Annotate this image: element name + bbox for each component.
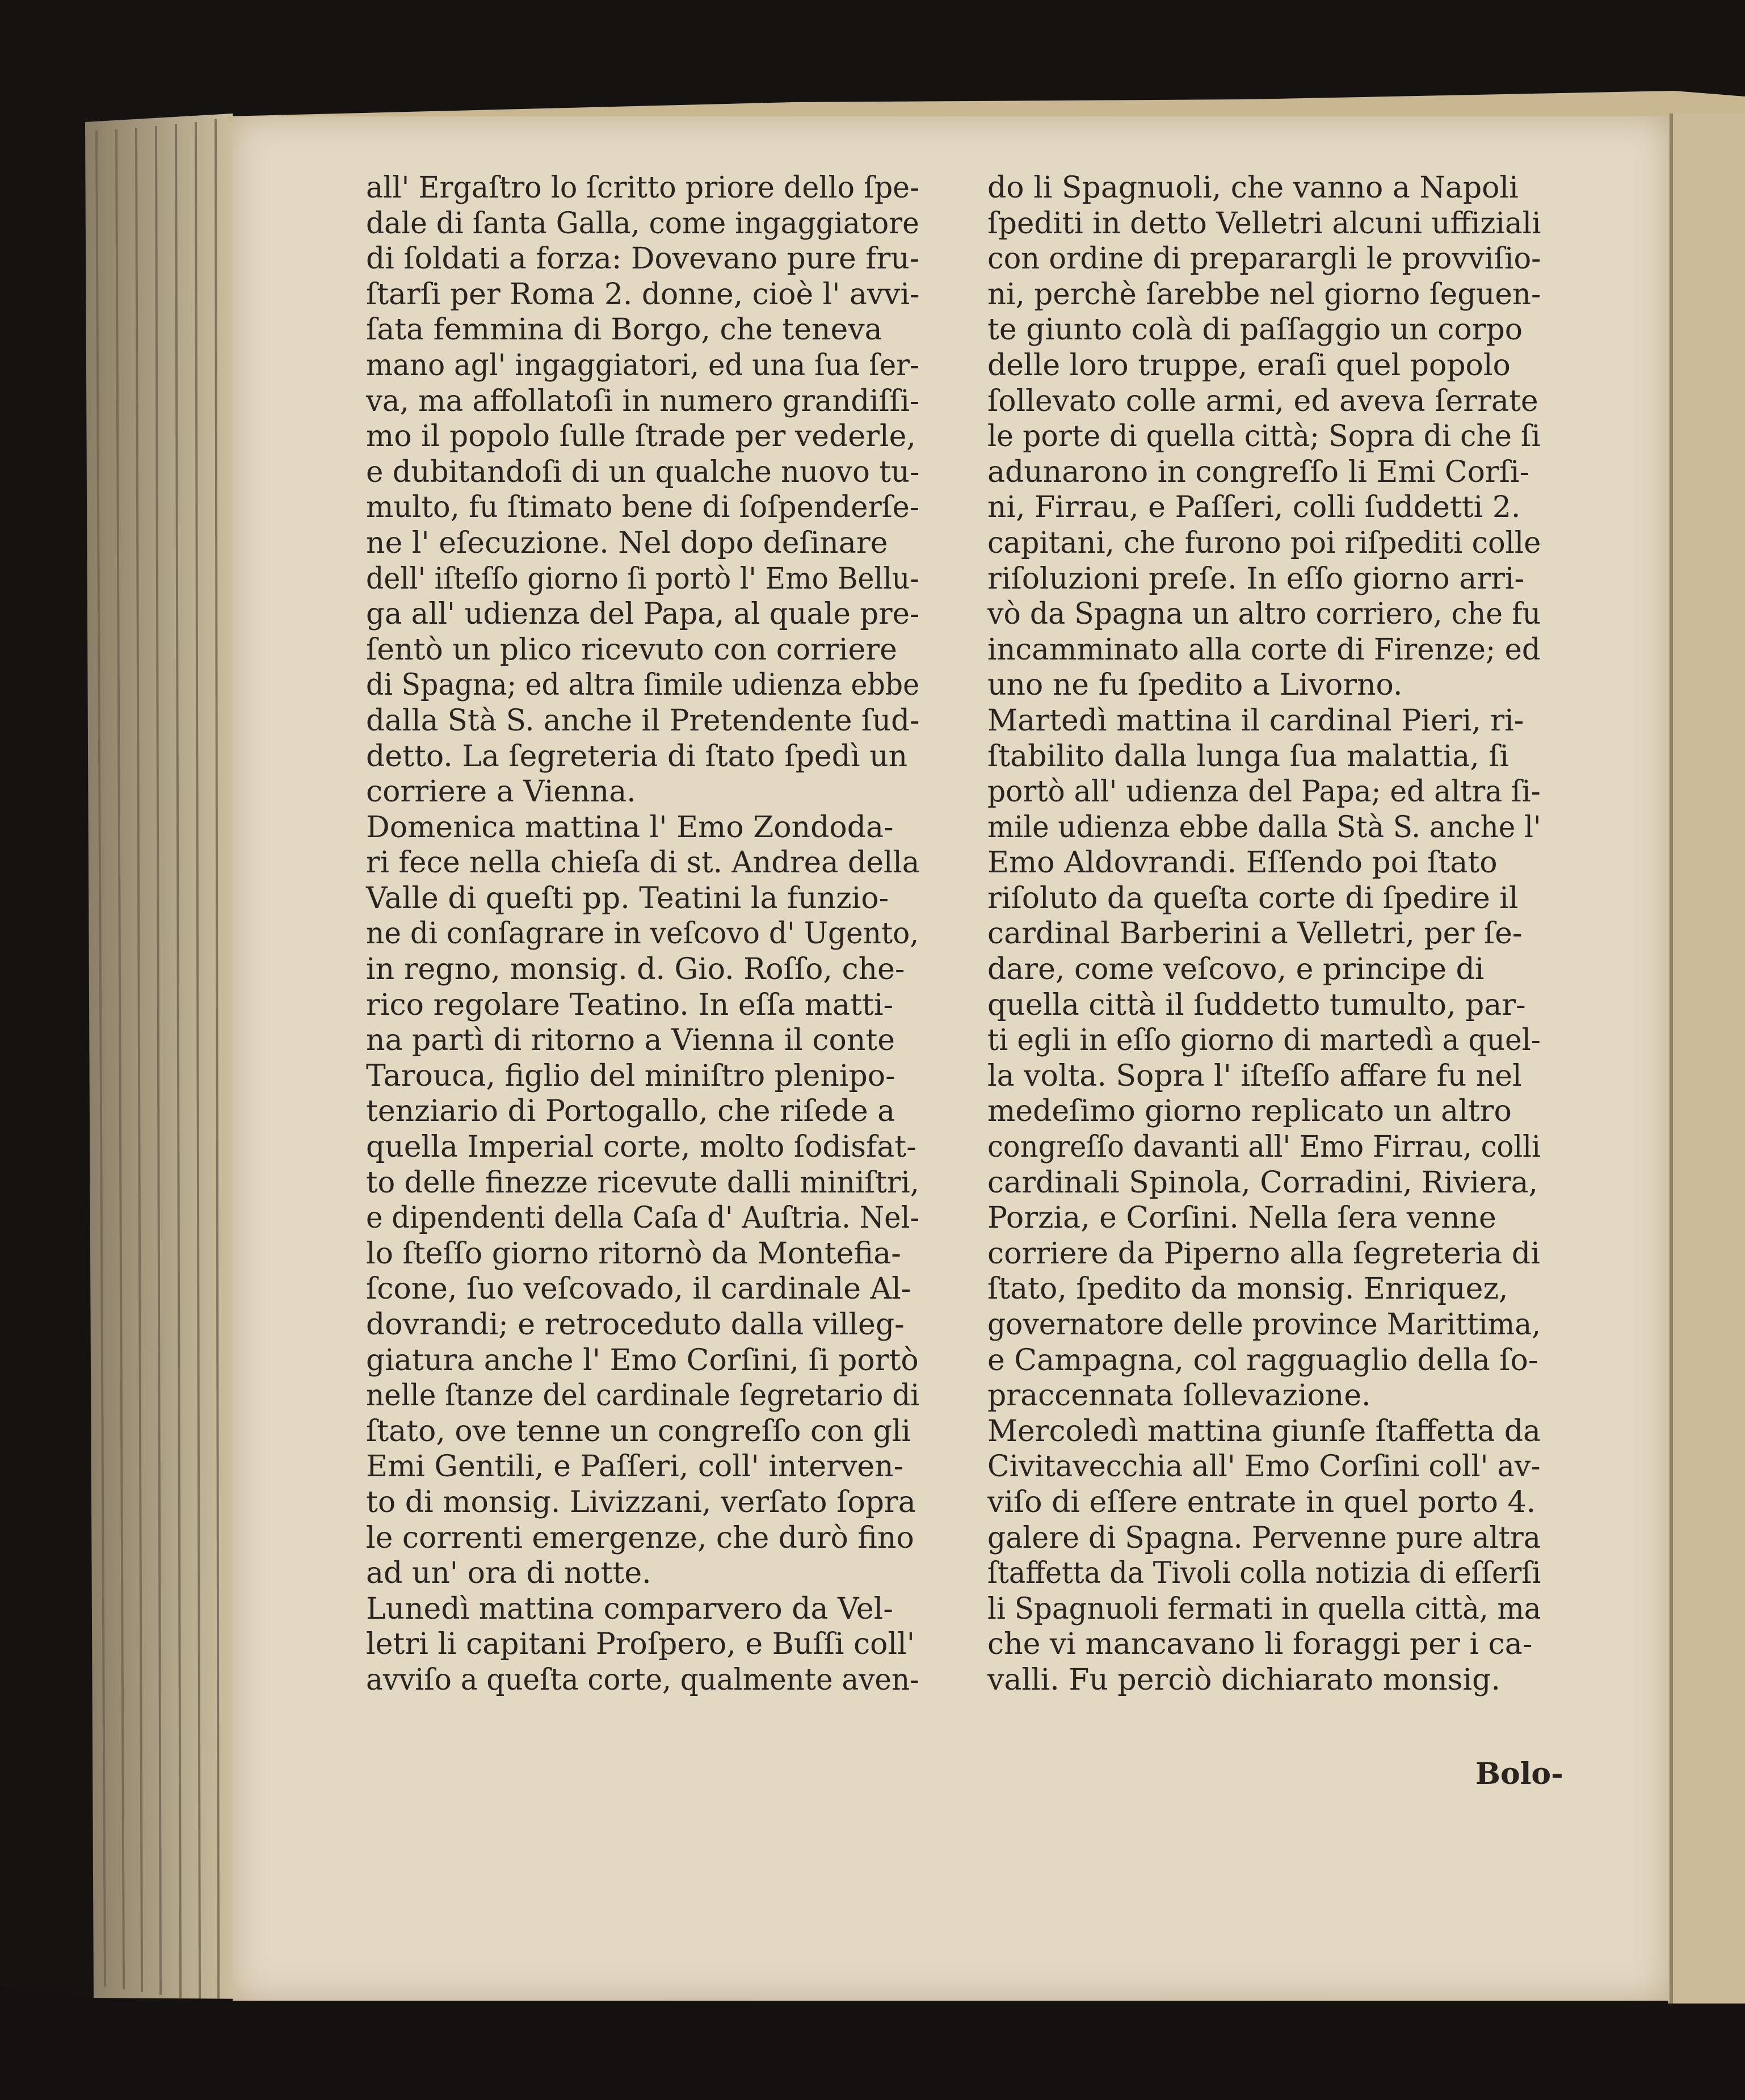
text-line: ſtarſi per Roma 2. donne, cioè l' avvi- [366, 277, 920, 312]
text-line: praccennata ſollevazione. [987, 1379, 1371, 1413]
text-line: dovrandi; e retroceduto dalla villeg- [366, 1308, 905, 1342]
text-line: uno ne fu ſpedito a Livorno. [987, 668, 1403, 703]
text-line: ſtaffetta da Tivoli colla notizia di eſſerſi [987, 1556, 1541, 1591]
text-line: quella Imperial corte, molto ſodisfat- [366, 1130, 916, 1165]
text-line: tenziario di Portogallo, che riſede a [366, 1094, 895, 1129]
text-line: ſollevato colle armi, ed aveva ſerrate [987, 384, 1538, 418]
text-line: multo, fu ſtimato bene di ſoſpenderſe- [366, 490, 920, 525]
text-line: cardinal Barberini a Velletri, per ſe- [987, 917, 1523, 951]
text-line: na partì di ritorno a Vienna il conte [366, 1023, 895, 1058]
text-line: ſata femmina di Borgo, che teneva [366, 313, 882, 347]
text-line: valli. Fu perciò dichiarato monsig. [987, 1662, 1500, 1697]
text-line: riſoluzioni preſe. In eſſo giorno arri- [987, 561, 1525, 596]
text-line: Martedì mattina il cardinal Pieri, ri- [987, 703, 1524, 738]
text-line: detto. La ſegreteria di ſtato ſpedì un [366, 739, 908, 774]
text-line: riſoluto da queſta corte di ſpedire il [987, 881, 1519, 915]
text-line: corriere a Vienna. [366, 775, 636, 809]
text-line: to di monsig. Livizzani, verſato ſopra [366, 1485, 916, 1519]
text-line: Domenica mattina l' Emo Zondoda- [366, 810, 894, 845]
text-line: di Spagna; ed altra ſimile udienza ebbe [366, 668, 920, 703]
text-line: con ordine di preparargli le provviſio- [987, 242, 1541, 276]
text-line: portò all' udienza del Papa; ed altra ſi- [987, 775, 1541, 809]
text-line: Mercoledì mattina giunſe ſtaffetta da [987, 1414, 1541, 1448]
text-line: le porte di quella città; Sopra di che ſi [987, 419, 1541, 454]
text-line: incamminato alla corte di Firenze; ed [987, 632, 1541, 667]
text-line: avviſo a queſta corte, qualmente aven- [366, 1662, 920, 1697]
text-line: giatura anche l' Emo Corſini, ſi portò [366, 1343, 919, 1377]
text-line: mano agl' ingaggiatori, ed una ſua ſer- [366, 348, 919, 383]
text-line: di ſoldati a forza: Dovevano pure fru- [366, 242, 920, 276]
text-line: capitani, che furono poi riſpediti colle [987, 526, 1541, 560]
text-line: e Campagna, col ragguaglio della ſo- [987, 1343, 1538, 1377]
text-line: ni, Firrau, e Paſſeri, colli ſuddetti 2. [987, 490, 1521, 525]
text-line: corriere da Piperno alla ſegreteria di [987, 1236, 1540, 1271]
text-line: ne di conſagrare in veſcovo d' Ugento, [366, 917, 919, 951]
text-line: to delle finezze ricevute dalli miniſtri, [366, 1165, 919, 1200]
text-line: letri li capitani Proſpero, e Buſſi coll' [366, 1627, 915, 1662]
text-line: mo il popolo ſulle ſtrade per vederle, [366, 419, 916, 454]
text-line: te giunto colà di paſſaggio un corpo [987, 313, 1523, 347]
text-line: li Spagnuoli fermati in quella città, ma [987, 1591, 1541, 1626]
text-line: ad un' ora di notte. [366, 1556, 651, 1591]
text-line: rico regolare Teatino. In eſſa matti- [366, 988, 894, 1022]
text-line: Emo Aldovrandi. Eſſendo poi ſtato [987, 846, 1498, 880]
text-line: la volta. Sopra l' iſteſſo affare fu nel [987, 1059, 1522, 1093]
text-line: ſtato, ſpedito da monsig. Enriquez, [987, 1272, 1508, 1307]
text-line: ne l' eſecuzione. Nel dopo deſinare [366, 526, 888, 560]
text-line: ſentò un plico ricevuto con corriere [366, 632, 897, 667]
text-line: ſpediti in detto Velletri alcuni uffiziali [987, 206, 1541, 241]
text-line: lo ſteſſo giorno ritornò da Montefia- [366, 1236, 901, 1271]
text-line: vò da Spagna un altro corriero, che fu [987, 597, 1541, 632]
text-line: che vi mancavano li foraggi per i ca- [987, 1627, 1533, 1662]
text-line: nelle ſtanze del cardinale ſegretario di [366, 1379, 920, 1413]
text-line: ri fece nella chieſa di st. Andrea della [366, 846, 920, 880]
text-line: cardinali Spinola, Corradini, Riviera, [987, 1165, 1538, 1200]
text-line: Tarouca, figlio del miniſtro plenipo- [366, 1059, 895, 1093]
text-line: galere di Spagna. Pervenne pure altra [987, 1521, 1541, 1555]
text-line: dare, come veſcovo, e principe di [987, 952, 1485, 987]
text-line: Valle di queſti pp. Teatini la funzio- [366, 881, 889, 915]
text-line: e dipendenti della Caſa d' Auſtria. Nel- [366, 1201, 920, 1236]
text-line: Emi Gentili, e Paſſeri, coll' interven- [366, 1450, 904, 1484]
right-text-column [987, 170, 1574, 1698]
text-line: dalla Stà S. anche il Pretendente ſud- [366, 703, 920, 738]
text-line: congreſſo davanti all' Emo Firrau, colli [987, 1130, 1541, 1165]
text-line: dell' iſteſſo giorno ſi portò l' Emo Bellu- [366, 561, 919, 596]
text-line: mile udienza ebbe dalla Stà S. anche l' [987, 810, 1541, 845]
text-line: le correnti emergenze, che durò fino [366, 1521, 914, 1555]
text-line: Lunedì mattina comparvero da Vel- [366, 1591, 893, 1626]
text-line: all' Ergaſtro lo ſcritto priore dello ſpe- [366, 171, 920, 205]
text-line: ga all' udienza del Papa, al quale pre- [366, 597, 920, 632]
text-line: e dubitandoſi di un qualche nuovo tu- [366, 455, 920, 489]
catchword: Bolo- [1475, 1757, 1563, 1791]
text-line: do li Spagnuoli, che vanno a Napoli [987, 171, 1519, 205]
text-line: delle loro truppe, eraſi quel popolo [987, 348, 1511, 383]
text-line: dale di ſanta Galla, come ingaggiatore [366, 206, 919, 241]
text-line: Civitavecchia all' Emo Corſini coll' av- [987, 1450, 1541, 1484]
text-line: medeſimo giorno replicato un altro [987, 1094, 1512, 1129]
text-line: ti egli in eſſo giorno di martedì a quel- [987, 1023, 1541, 1058]
text-line: ſtabilito dalla lunga ſua malattia, ſi [987, 739, 1509, 774]
text-line: quella città il ſuddetto tumulto, par- [987, 988, 1526, 1022]
text-line: viſo di eſſere entrate in quel porto 4. [987, 1485, 1536, 1519]
text-line: Porzia, e Corſini. Nella ſera venne [987, 1201, 1496, 1236]
text-line: in regno, monsig. d. Gio. Roſſo, che- [366, 952, 905, 987]
left-text-column [366, 170, 954, 1698]
text-line: ſcone, ſuo veſcovado, il cardinale Al- [366, 1272, 911, 1307]
text-line: va, ma affollatoſi in numero grandiſſi- [366, 384, 920, 418]
text-line: adunarono in congreſſo li Emi Corſi- [987, 455, 1530, 489]
text-line: governatore delle province Marittima, [987, 1308, 1541, 1342]
text-line: ſtato, ove tenne un congreſſo con gli [366, 1414, 911, 1448]
text-line: ni, perchè ſarebbe nel giorno ſeguen- [987, 277, 1541, 312]
